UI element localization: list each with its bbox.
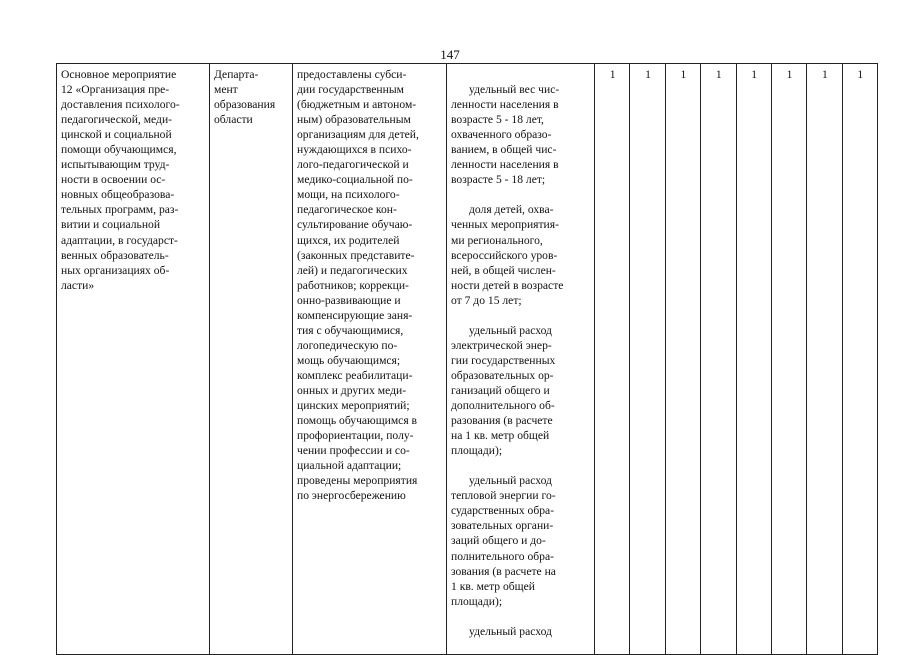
value-cell: 1 (665, 64, 700, 655)
value-cell: 1 (595, 64, 630, 655)
table-row (57, 64, 878, 655)
executor-cell: Департа- мент образования области (210, 64, 293, 655)
program-table (56, 63, 878, 655)
indicator-text: удельный расход электрической энер- гии государственных образовательных ор- ганизаций общего и дополнительного об- разования (в расчете на 1 кв. метр общей площади); (451, 323, 556, 458)
indicator-text: удельный вес чис- ленности населения в возрасте 5 - 18 лет, охваченного образо- ванием, в общей чис- ленности населения в возрасте 5 - 18 лет; (451, 83, 560, 187)
value-cell: 1 (771, 64, 806, 655)
value-cell: 1 (630, 64, 665, 655)
value-cell: 1 (736, 64, 771, 655)
result-cell: предоставлены субси- дии государственным (бюджетным и автоном- ным) образовательным организациям для детей, нуждающихся в психо- лого-педагогической и медико-социальной по- мощи, на психолого- педагогическое кон- сультирование обучаю- щихся, их родителей (законных представите- лей) и педагогических работников; коррекци- онно-развивающие и компенсирующие заня- тия с обучающимися, логопедическую по- мощь обучающимся; комплекс реабилитаци- онных и других меди- цинских мероприятий; помощь обучающимся в профориентации, полу- чении профессии и со- циальной адаптации; проведены мероприятия по энергосбережению (293, 64, 447, 655)
indicators-cell (447, 64, 595, 655)
value-cell: 1 (807, 64, 842, 655)
indicator-text: доля детей, охва- ченных мероприятия- ми регионального, всероссийского уров- ней, в общей числен- ности детей в возрасте от 7 до 15 лет; (451, 203, 564, 307)
indicator-text: удельный расход (469, 624, 552, 638)
indicator-text: удельный расход тепловой энергии го- сударственных обра- зовательных органи- заций общего и до- полнительного обра- зования (в расчете на 1 кв. метр общей площади); (451, 474, 556, 608)
page-number: 147 (440, 47, 460, 62)
value-cell: 1 (701, 64, 736, 655)
value-cell: 1 (842, 64, 877, 655)
event-cell: Основное мероприятие 12 «Организация пре- доставления психолого- педагогической, меди- цинской и социальной помощи обучающимся, испытывающим труд- ности в освоении ос- новных общеобразова- тельных программ, раз- витии и социальной адаптации, в государст- венных образователь- ных организациях об- ласти» (57, 64, 210, 655)
